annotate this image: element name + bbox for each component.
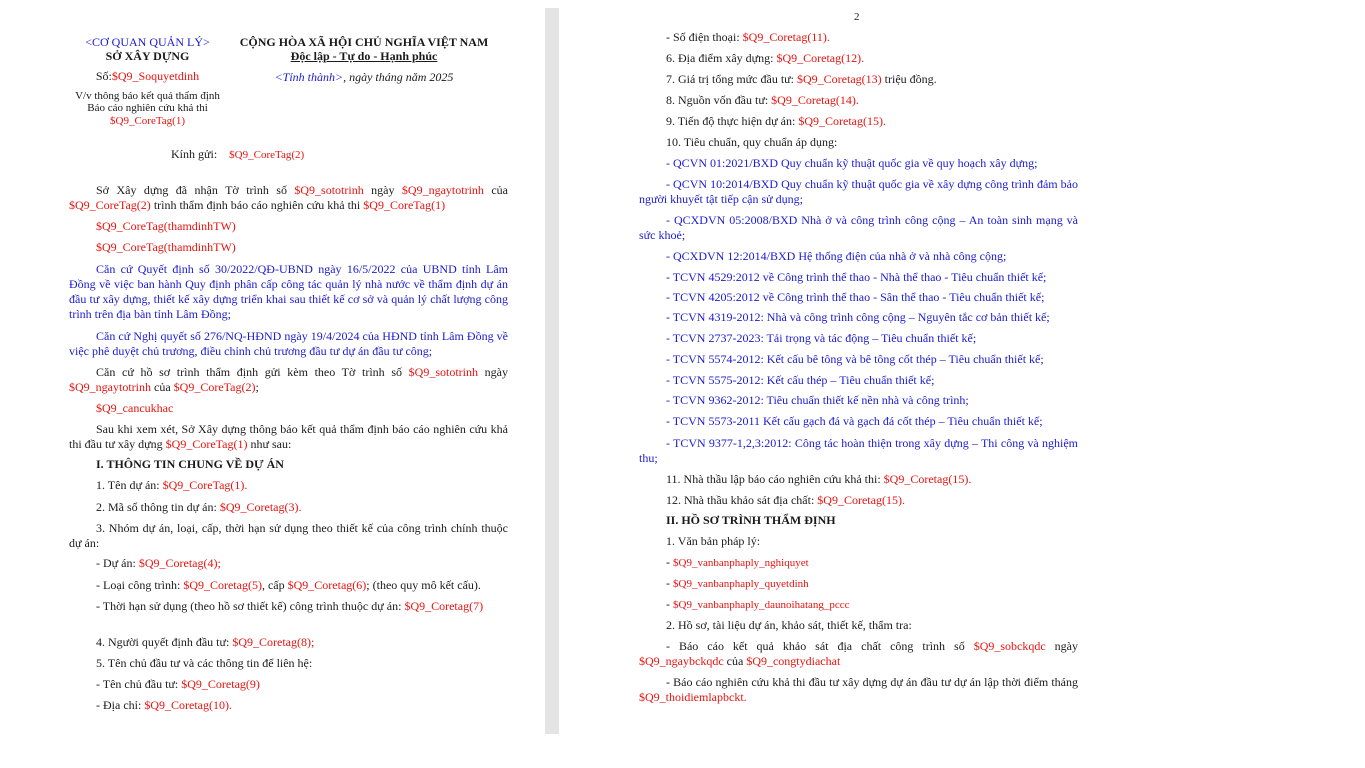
tag-thoidiemlapbckt[interactable]: $Q9_thoidiemlapbckt. xyxy=(639,690,747,704)
text: - Loại công trình: xyxy=(96,578,184,592)
legal-doc: - $Q9_vanbanphaply_nghiquyet xyxy=(666,555,809,569)
tag-coretag-12[interactable]: $Q9_Coretag(12). xyxy=(776,51,865,65)
date-text: , ngày tháng năm 2025 xyxy=(343,70,454,84)
tag-coretag-4[interactable]: $Q9_Coretag(4); xyxy=(138,556,221,570)
text: như sau: xyxy=(247,437,292,451)
tag-coretag-14[interactable]: $Q9_Coretag(14). xyxy=(771,93,859,107)
legal-doc: - $Q9_vanbanphaply_quyetdinh xyxy=(666,576,809,590)
item-12 xyxy=(666,493,905,508)
basis-paragraph-1: Căn cứ Quyết định số 30/2022/QĐ-UBND ngày 16/5/2022 của UBND tỉnh Lâm Đồng về việc ban hành Quy định phân cấp công tác quản lý nhà nước về thẩm định dự án đầu tư xây dựng, thiết kế xây dựng triển khai sau thiết kế cơ sở và quản lý chất lượng công trình trên địa bàn tỉnh Lâm Đồng; xyxy=(69,262,508,321)
text: của xyxy=(723,654,747,668)
tag-quyetdinh[interactable]: $Q9_vanbanphaply_quyetdinh xyxy=(673,578,809,590)
subject-tag[interactable]: $Q9_CoreTag(1) xyxy=(110,115,185,127)
section-1-heading: I. THÔNG TIN CHUNG VỀ DỰ ÁN xyxy=(96,457,284,471)
text: 9. Tiến độ thực hiện dự án: xyxy=(666,114,799,128)
tag-coretag-2[interactable]: $Q9_CoreTag(2) xyxy=(173,380,256,394)
tag-pccc[interactable]: $Q9_vanbanphaply_daunoihatang_pccc xyxy=(673,599,850,611)
text: 6. Địa điểm xây dựng: xyxy=(666,51,777,65)
greeting-tag[interactable]: $Q9_CoreTag(2) xyxy=(229,149,305,161)
text: 12. Nhà thầu khảo sát địa chất: xyxy=(666,493,818,507)
text: ngày xyxy=(1045,639,1078,653)
tag-coretag-5[interactable]: $Q9_Coretag(5) xyxy=(183,578,262,592)
item-1 xyxy=(96,478,247,493)
basis-paragraph-2: Căn cứ Nghị quyết số 276/NQ-HĐND ngày 19/4/2024 của HĐND tỉnh Lâm Đồng về việc phê duyệt chủ trương, điều chỉnh chủ trương đầu tư dự án đầu tư công; xyxy=(69,329,508,358)
tag-coretag-11[interactable]: $Q9_Coretag(11). xyxy=(742,30,830,44)
item-11 xyxy=(666,472,971,487)
section-2-heading: II. HỒ SƠ TRÌNH THẨM ĐỊNH xyxy=(666,513,836,527)
phone-line xyxy=(666,30,830,45)
nation-motto: Độc lập - Tự do - Hạnh phúc xyxy=(290,49,438,63)
text: 8. Nguồn vốn đầu tư: xyxy=(666,93,772,107)
item-7 xyxy=(666,72,937,87)
tag-coretag-15[interactable]: $Q9_Coretag(15). xyxy=(798,114,886,128)
nation-title: CỘNG HÒA XÃ HỘI CHỦ NGHĨA VIỆT NAM xyxy=(239,35,489,49)
tag-coretag-1[interactable]: $Q9_CoreTag(1). xyxy=(162,478,248,492)
tag-coretag-9[interactable]: $Q9_Coretag(9) xyxy=(181,677,260,691)
standard-item: - TCVN 9362-2012: Tiêu chuẩn thiết kế nền nhà và công trình; xyxy=(666,393,969,407)
text: ngày xyxy=(478,365,508,379)
page-gutter xyxy=(545,8,559,734)
item-6 xyxy=(666,51,864,66)
tag-coretag-10[interactable]: $Q9_Coretag(10). xyxy=(144,698,232,712)
standard-item: - QCVN 01:2021/BXD Quy chuẩn kỹ thuật quốc gia về quy hoạch xây dựng; xyxy=(666,156,1038,170)
survey-item-2 xyxy=(639,675,1078,705)
text: - Dự án: xyxy=(96,556,139,570)
item-10: 10. Tiêu chuẩn, quy chuẩn áp dụng: xyxy=(666,135,838,149)
tag-coretag-8[interactable]: $Q9_Coretag(8); xyxy=(232,635,315,649)
item-8 xyxy=(666,93,859,108)
text: - Thời hạn sử dụng (theo hồ sơ thiết kế) công trình thuộc dự án: xyxy=(96,599,405,613)
item-3b xyxy=(96,578,481,593)
agency-placeholder: <CƠ QUAN QUẢN LÝ> xyxy=(85,35,210,49)
legal-doc: - $Q9_vanbanphaply_daunoihatang_pccc xyxy=(666,597,850,611)
document-page-1 xyxy=(0,0,545,768)
text: 7. Giá trị tổng mức đầu tư: xyxy=(666,72,797,86)
text: triệu đồng. xyxy=(881,72,937,86)
tag-coretag-7[interactable]: $Q9_Coretag(7) xyxy=(404,599,484,613)
item-2 xyxy=(96,500,302,515)
tag-coretag-2[interactable]: $Q9_CoreTag(2) xyxy=(69,198,151,212)
item-3: 3. Nhóm dự án, loại, cấp, thời hạn sử dụng theo thiết kế của công trình chính thuộc dự án: xyxy=(69,521,508,550)
document-page-2 xyxy=(559,0,1365,768)
standard-item: - TCVN 5575-2012: Kết cấu thép – Tiêu chuẩn thiết kế; xyxy=(666,373,935,387)
page-number: 2 xyxy=(854,11,860,23)
item-4 xyxy=(96,635,314,650)
subject-line-1: V/v thông báo kết quả thẩm định xyxy=(75,90,220,102)
tag-ngaytotrinh[interactable]: $Q9_ngaytotrinh xyxy=(69,380,151,394)
text: 1. Tên dự án: xyxy=(96,478,163,492)
place-date xyxy=(226,70,502,84)
tag-coretag-15[interactable]: $Q9_Coretag(15). xyxy=(817,493,905,507)
standard-item: - TCVN 4319-2012: Nhà và công trình công cộng – Nguyên tắc cơ bản thiết kế; xyxy=(666,310,1050,324)
greeting xyxy=(171,147,304,162)
item-9 xyxy=(666,114,886,129)
item-3a xyxy=(96,556,221,571)
text: ; xyxy=(255,380,259,394)
tag-coretag-3[interactable]: $Q9_Coretag(3). xyxy=(219,500,302,514)
tag-coretag-1[interactable]: $Q9_CoreTag(1) xyxy=(165,437,248,451)
tag-congtydiachat[interactable]: $Q9_congtydiachat xyxy=(746,654,841,668)
tag-thamdinh-1[interactable]: $Q9_CoreTag(thamdinhTW) xyxy=(96,219,236,233)
tag-coretag-15[interactable]: $Q9_Coretag(15). xyxy=(883,472,972,486)
item-5a xyxy=(96,677,260,692)
standard-item: - TCVN 9377-1,2,3:2012: Công tác hoàn thiện trong xây dựng – Thi công và nghiệm thu; xyxy=(639,436,1078,465)
tag-cancukhac[interactable]: $Q9_cancukhac xyxy=(96,401,174,415)
text: Căn cứ hồ sơ trình thẩm định gửi kèm theo Tờ trình số xyxy=(96,365,409,379)
text: trình thẩm định báo cáo nghiên cứu khả thi xyxy=(150,198,364,212)
item-5b xyxy=(96,698,232,713)
standard-item: - QCXDVN 12:2014/BXD Hệ thống điện của nhà ở và nhà công cộng; xyxy=(666,249,1007,263)
legal-heading: 1. Văn bản pháp lý: xyxy=(666,534,761,548)
subject-line-2: Báo cáo nghiên cứu khả thi xyxy=(87,102,208,114)
tag-coretag-1[interactable]: $Q9_CoreTag(1) xyxy=(363,198,446,212)
tag-sototrinh[interactable]: $Q9_sototrinh xyxy=(408,365,479,379)
text: 4. Người quyết định đầu tư: xyxy=(96,635,233,649)
text: , cấp xyxy=(261,578,288,592)
tag-coretag-13[interactable]: $Q9_Coretag(13) xyxy=(797,72,882,86)
item-3c xyxy=(69,599,508,614)
agency-name: SỞ XÂY DỰNG xyxy=(105,49,190,63)
text: - Báo cáo nghiên cứu khả thi đầu tư xây dựng dự án đầu tư dự án lập thời điểm tháng xyxy=(666,675,1078,689)
text: - Số điện thoại: xyxy=(666,30,743,44)
survey-heading: 2. Hồ sơ, tài liệu dự án, khảo sát, thiết kế, thẩm tra: xyxy=(666,618,912,632)
text: ; (theo quy mô kết cấu). xyxy=(366,578,481,592)
number-label: Số: xyxy=(95,69,112,83)
text: - Địa chỉ: xyxy=(96,698,145,712)
survey-item-1 xyxy=(639,639,1078,669)
intro-paragraph xyxy=(69,183,508,213)
text: Sau khi xem xét, Sở Xây dựng thông báo kết quả thẩm định báo cáo nghiên cứu khả thi đầu tư xây dựng xyxy=(69,422,508,451)
review-paragraph xyxy=(69,422,508,452)
text: 2. Mã số thông tin dự án: xyxy=(96,500,220,514)
standard-item: - TCVN 5574-2012: Kết cấu bê tông và bê tông cốt thép – Tiêu chuẩn thiết kế; xyxy=(666,352,1044,366)
document-number xyxy=(60,69,235,83)
tag-thamdinh-2[interactable]: $Q9_CoreTag(thamdinhTW) xyxy=(96,240,236,254)
tag-sototrinh[interactable]: $Q9_sototrinh xyxy=(294,183,364,197)
standard-item: - QCVN 10:2014/BXD Quy chuẩn kỹ thuật quốc gia về xây dựng công trình đảm bảo người khuyết tật tiếp cận sử dụng; xyxy=(639,177,1078,206)
standard-item: - TCVN 4205:2012 về Công trình thể thao - Sân thể thao - Tiêu chuẩn thiết kế; xyxy=(666,290,1045,304)
standard-item: - TCVN 2737-2023: Tải trọng và tác động – Tiêu chuẩn thiết kế; xyxy=(666,331,977,345)
text: - Báo cáo kết quả khảo sát địa chất công trình số xyxy=(666,639,974,653)
province-placeholder[interactable]: <Tỉnh thành> xyxy=(274,70,344,84)
standard-item: - QCXDVN 05:2008/BXD Nhà ở và công trình công cộng – An toàn sinh mạng và sức khoẻ; xyxy=(639,213,1078,242)
tag-nghiquyet[interactable]: $Q9_vanbanphaply_nghiquyet xyxy=(673,557,809,569)
text: của xyxy=(151,380,174,394)
text: 11. Nhà thầu lập báo cáo nghiên cứu khả thi: xyxy=(666,472,884,486)
standard-item: - TCVN 5573-2011 Kết cấu gạch đá và gạch đá cốt thép – Tiêu chuẩn thiết kế; xyxy=(666,414,1043,428)
number-tag[interactable]: $Q9_Soquyetdinh xyxy=(111,69,200,83)
tag-ngaytotrinh[interactable]: $Q9_ngaytotrinh xyxy=(401,183,484,197)
tag-sobckqdc[interactable]: $Q9_sobckqdc xyxy=(973,639,1046,653)
text: Sở Xây dựng đã nhận Tờ trình số xyxy=(96,183,295,197)
tag-ngaybckqdc[interactable]: $Q9_ngaybckqdc xyxy=(639,654,724,668)
tag-coretag-6[interactable]: $Q9_Coretag(6) xyxy=(287,578,367,592)
text: - Tên chủ đầu tư: xyxy=(96,677,182,691)
standard-item: - TCVN 4529:2012 về Công trình thể thao - Nhà thể thao - Tiêu chuẩn thiết kế; xyxy=(666,270,1047,284)
greeting-label: Kính gửi: xyxy=(171,147,218,161)
item-5: 5. Tên chủ đầu tư và các thông tin để liên hệ: xyxy=(96,656,313,670)
text: ngày xyxy=(363,183,402,197)
text: của xyxy=(483,183,509,197)
basis-paragraph-3 xyxy=(69,365,508,395)
